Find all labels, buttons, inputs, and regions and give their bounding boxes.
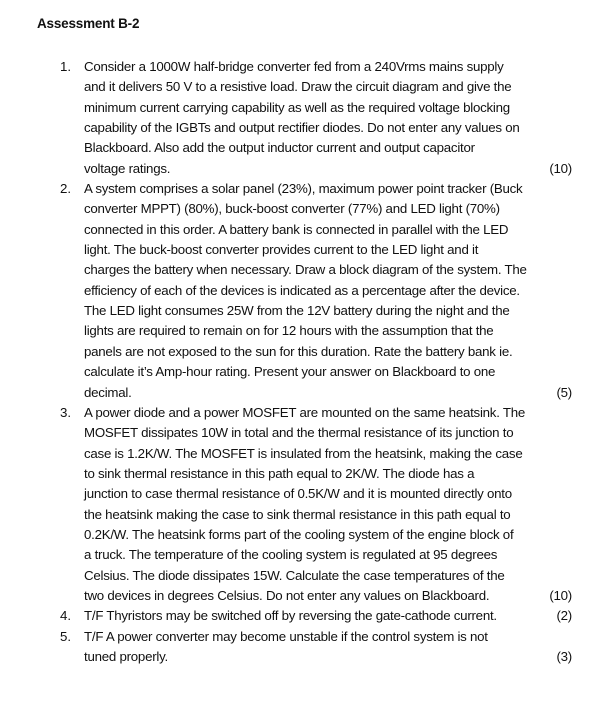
question-text: to sink thermal resistance in this path equal to 2K/W. The diode has a — [84, 465, 475, 481]
question-text-line — [84, 98, 572, 118]
question-text-line — [84, 220, 572, 240]
question-text-line — [84, 138, 572, 158]
question-number: 1. — [60, 59, 72, 74]
question-text: The LED light consumes 25W from the 12V battery during the night and the — [84, 303, 510, 319]
question-text: voltage ratings. — [84, 160, 171, 176]
page-title: Assessment B-2 — [37, 16, 140, 31]
question-text: decimal. — [84, 384, 132, 400]
question-list — [0, 57, 611, 667]
question-text: Blackboard. Also add the output inductor current and output capacitor — [84, 140, 475, 156]
question-text: efficiency of each of the devices is indicated as a percentage after the device. — [84, 282, 520, 298]
question-text: a truck. The temperature of the cooling system is regulated at 95 degrees — [84, 547, 498, 563]
question-text-line — [84, 342, 572, 362]
question-text: converter MPPT) (80%), buck-boost converter (77%) and LED light (70%) — [84, 201, 500, 217]
question-points: (3) — [556, 648, 572, 664]
question-text: panels are not exposed to the sun for this duration. Rate the battery bank ie. — [84, 343, 513, 359]
question-item — [0, 627, 611, 668]
question-text: capability of the IGBTs and output rectifier diodes. Do not enter any values on — [84, 120, 520, 136]
question-text-line — [84, 281, 572, 301]
question-text-line — [84, 545, 572, 565]
question-text-line — [84, 240, 572, 260]
question-text-line — [84, 57, 572, 77]
question-item — [0, 179, 611, 403]
question-text-line — [84, 525, 572, 545]
question-text-line — [84, 464, 572, 484]
question-text-line — [84, 383, 572, 403]
question-text: lights are required to remain on for 12 hours with the assumption that the — [84, 323, 494, 339]
question-text: A power diode and a power MOSFET are mounted on the same heatsink. The — [84, 404, 526, 420]
question-text: calculate it’s Amp-hour rating. Present your answer on Blackboard to one — [84, 364, 496, 380]
question-item — [0, 403, 611, 606]
question-text-line — [84, 321, 572, 341]
question-points: (5) — [556, 384, 572, 400]
question-text-line — [84, 484, 572, 504]
question-text: T/F A power converter may become unstable if the control system is not — [84, 628, 488, 644]
question-text: A system comprises a solar panel (23%), maximum power point tracker (Buck — [84, 181, 523, 197]
question-text: two devices in degrees Celsius. Do not enter any values on Blackboard. — [84, 587, 490, 603]
question-text-line — [84, 301, 572, 321]
question-item — [0, 606, 611, 626]
question-text-line — [84, 647, 572, 667]
question-text: charges the battery when necessary. Draw a block diagram of the system. The — [84, 262, 527, 278]
question-text-line — [84, 403, 572, 423]
question-text-line — [84, 586, 572, 606]
question-text: Celsius. The diode dissipates 15W. Calculate the case temperatures of the — [84, 567, 505, 583]
question-number: 4. — [60, 608, 72, 624]
question-text: light. The buck-boost converter provides current to the LED light and it — [84, 242, 479, 258]
question-number: 5. — [60, 628, 72, 644]
question-text: minimum current carrying capability as well as the required voltage blocking — [84, 99, 510, 115]
question-text: 0.2K/W. The heatsink forms part of the cooling system of the engine block of — [84, 526, 514, 542]
question-text: connected in this order. A battery bank is connected in parallel with the LED — [84, 221, 509, 237]
question-points: (2) — [556, 608, 572, 624]
question-text-line — [84, 159, 572, 179]
question-text-line — [84, 566, 572, 586]
question-text: MOSFET dissipates 10W in total and the thermal resistance of its junction to — [84, 425, 514, 441]
question-text-line — [84, 627, 572, 647]
question-text: junction to case thermal resistance of 0.5K/W and it is mounted directly onto — [84, 486, 512, 502]
question-text-line — [84, 118, 572, 138]
question-text-line — [84, 199, 572, 219]
question-item — [0, 57, 611, 179]
question-text: T/F Thyristors may be switched off by reversing the gate-cathode current. — [84, 608, 497, 624]
question-text: case is 1.2K/W. The MOSFET is insulated from the heatsink, making the case — [84, 445, 523, 461]
question-text-line — [84, 423, 572, 443]
question-number: 2. — [60, 181, 72, 197]
question-text: Consider a 1000W half-bridge converter fed from a 240Vrms mains supply — [84, 59, 504, 74]
question-text: tuned properly. — [84, 648, 168, 664]
question-text-line — [84, 505, 572, 525]
question-text-line — [84, 444, 572, 464]
question-text: and it delivers 50 V to a resistive load. Draw the circuit diagram and give the — [84, 79, 512, 95]
question-points: (10) — [549, 160, 572, 176]
question-text-line — [84, 77, 572, 97]
question-text: the heatsink making the case to sink thermal resistance in this path equal to — [84, 506, 511, 522]
question-number: 3. — [60, 404, 72, 420]
question-text-line — [84, 362, 572, 382]
question-text-line — [84, 260, 572, 280]
question-text-line — [84, 179, 572, 199]
question-text-line — [84, 606, 572, 626]
question-points: (10) — [549, 587, 572, 603]
